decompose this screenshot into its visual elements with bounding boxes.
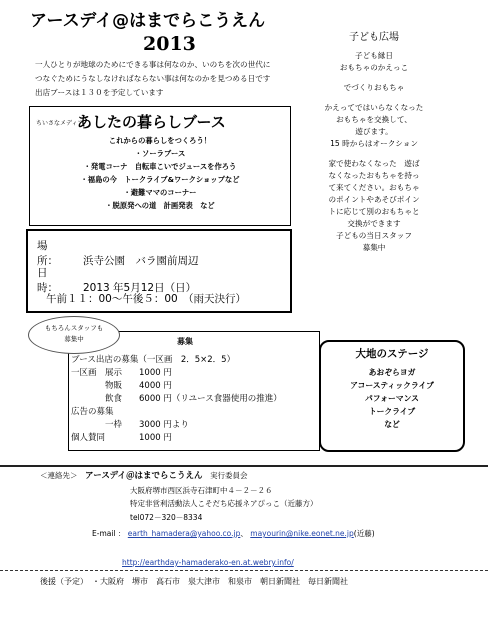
kids-line: [300, 74, 448, 82]
website-url: [122, 558, 294, 567]
stage-item: パフォーマンス: [365, 394, 419, 403]
place-value: 浜寺公園 バラ園前周辺: [83, 255, 199, 267]
kids-line: 遊びます。: [355, 127, 393, 136]
box1-line: ・ソーラブース: [134, 149, 186, 158]
kids-line: トに応じて別のおもちゃと: [328, 207, 420, 216]
stage-item: あおぞらヨガ: [368, 368, 416, 377]
kids-line: 子どもの当日スタッフ: [336, 231, 412, 240]
email-sep: 、: [240, 529, 248, 538]
website-link[interactable]: http://earthday-hamaderako-en.at.webry.info/: [122, 558, 294, 567]
kids-line: かえってではいらなくなった: [324, 103, 424, 112]
kids-heading: 子ども広場: [349, 32, 399, 43]
contact-block: [40, 469, 460, 541]
kids-line: [300, 150, 448, 158]
kids-line: て来てください。おもちゃ: [328, 183, 420, 192]
year-label: 2013: [143, 33, 196, 55]
stage-lines: [321, 366, 463, 431]
date-value: 2013 年5月12日（日）: [83, 282, 197, 294]
kids-line: でづくりおもちゃ: [343, 83, 405, 92]
ashita-booth-box: [29, 106, 291, 226]
time-row: 午前１１：00～午後５：00 （雨天決行）: [46, 293, 246, 305]
kids-line: のポイントやあそびポイン: [328, 195, 420, 204]
box1-line: これからの暮らしをつくろう！: [108, 136, 212, 145]
kids-line: 15 時からはオークション: [330, 139, 418, 148]
page-title: アースデイ@はまでらこうえん: [30, 11, 266, 31]
date-label: 日 時：: [37, 267, 69, 294]
staff-bubble: [28, 316, 120, 354]
intro-text: 一人ひとりが地球のためにできる事は何なのか、いのちを次の世代に つなぐためにうなしなければならない事は何なのかを見つめる日です 出店ブースは１３０を予定しています: [35, 60, 271, 97]
box1-sub: ちいさなメディア: [36, 120, 84, 127]
kids-line: 募集中: [362, 243, 386, 252]
contact-email-row: [40, 527, 460, 541]
kids-line: 子ども縁日: [355, 51, 393, 60]
kids-lines: [300, 50, 448, 254]
dashed-divider: [0, 570, 488, 571]
kids-line: おもちゃを交換して、: [336, 115, 412, 124]
event-info-box: [26, 229, 292, 313]
bubble-text: もちろんスタッフも 募集中: [44, 324, 104, 343]
contact-address: 大阪府堺市西区浜寺石津町中４－２－２６: [130, 485, 273, 495]
recruit-box: [68, 331, 320, 451]
stage-item: トークライブ: [368, 407, 416, 416]
stage-box: [319, 340, 465, 452]
kids-plaza: [300, 32, 448, 254]
place-row: [37, 238, 199, 268]
box1-body: [30, 134, 290, 212]
contact-committee: 実行委員会: [210, 471, 248, 480]
kids-line: 交換ができます: [347, 219, 401, 228]
kids-line: [300, 94, 448, 102]
box1-line: ・発電コーナ 自転車こいでジュースを作ろう: [83, 162, 237, 171]
stage-heading: 大地のステージ: [355, 348, 429, 360]
divider: [0, 465, 488, 467]
recruit-heading: 募集: [177, 337, 193, 346]
stage-item: など: [384, 420, 400, 429]
box1-line: ・脱原発への道 計画発表 など: [105, 201, 215, 210]
box1-heading: あしたの暮らしブース: [77, 113, 226, 131]
box1-line: ・福島の今 トークライブ&ワークショップなど: [80, 175, 240, 184]
contact-org: アースデイ＠はまでらこうえん: [85, 471, 203, 481]
kids-line: 家で使わなくなった 遊ば: [328, 159, 420, 168]
email-link-1[interactable]: earth_hamadera@yahoo.co.jp: [127, 529, 241, 538]
contact-label: ＜連絡先＞: [40, 471, 78, 480]
email-link-2[interactable]: mayourin@nike.eonet.ne.jp: [250, 529, 354, 538]
place-label: 場 所：: [37, 240, 69, 267]
kids-line: おもちゃのかえっこ: [339, 63, 409, 72]
email-label: E-mail ：: [92, 529, 126, 538]
sponsors: 後援（予定） ・大阪府 堺市 高石市 泉大津市 和泉市 朝日新聞社 毎日新聞社: [40, 577, 348, 586]
email2-note: (近藤): [353, 529, 375, 538]
contact-tel: tel072－320－8334: [130, 512, 203, 522]
recruit-rows: ブース出店の募集（一区画 2．5×2．5） 一区画 展示 1000 円 物販 4000 円 飲食 6000 円（リユース食器使用の推進） 広告の募集 一枠 3000 円より 個人賛同 1000 円: [71, 355, 282, 443]
stage-item: アコースティックライブ: [350, 381, 434, 390]
contact-npo: 特定非営利活動法人こそだち応援ネアぴっこ（近藤方）: [130, 499, 318, 508]
box1-line: ・避難ママのコーナー: [123, 188, 197, 197]
kids-line: なくなったおもちゃを持っ: [328, 171, 420, 180]
